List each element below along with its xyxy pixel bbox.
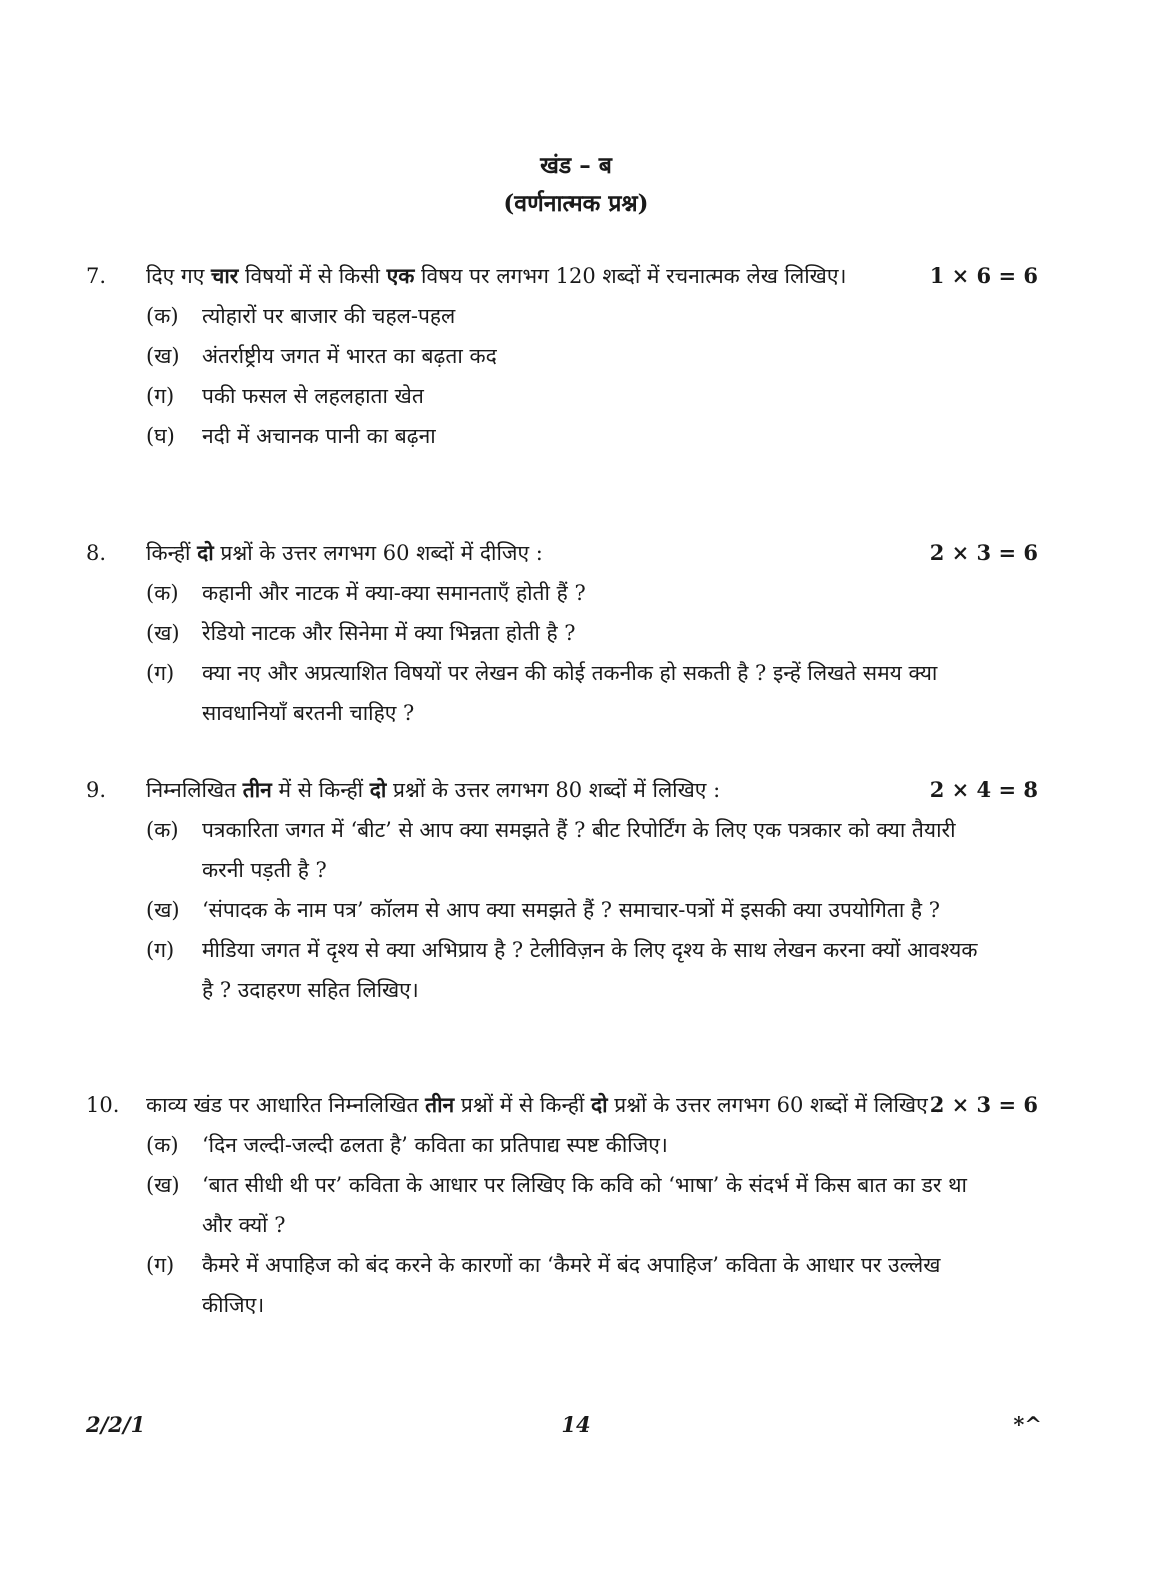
option-text: रेडियो नाटक और सिनेमा में क्या भिन्नता होती है ? (202, 621, 576, 645)
option-item (146, 1165, 1046, 1245)
section-subtitle: (वर्णनात्मक प्रश्न) (503, 190, 649, 217)
option-text: ‘दिन जल्दी-जल्दी ढलता है’ कविता का प्रतिपाद्य स्पष्ट कीजिए। (202, 1133, 668, 1157)
option-item (146, 810, 1046, 890)
option-item (146, 613, 1046, 653)
question-text: किन्हीं दो प्रश्नों के उत्तर लगभग 60 शब्दों में दीजिए : (146, 540, 543, 565)
option-text: ‘संपादक के नाम पत्र’ कॉलम से आप क्या समझते हैं ? समाचार-पत्रों में इसकी क्या उपयोगिता है ? (202, 898, 941, 922)
option-text: ‘बात सीधी थी पर’ कविता के आधार पर लिखिए कि कवि को ‘भाषा’ के संदर्भ में किस बात का डर था और क्यों ? (202, 1173, 967, 1237)
option-text: नदी में अचानक पानी का बढ़ना (202, 424, 436, 448)
question-7 (86, 256, 1046, 456)
question-stem (86, 533, 1046, 573)
option-label: (ग) (146, 1253, 175, 1277)
option-label: (क) (146, 304, 179, 328)
option-item (146, 296, 1046, 336)
option-item (146, 336, 1046, 376)
footer-mark: *^ (1013, 1412, 1042, 1437)
option-label: (ख) (146, 898, 180, 922)
question-number: 10. (86, 1093, 120, 1117)
option-list (86, 296, 1046, 456)
option-item (146, 376, 1046, 416)
option-label: (क) (146, 818, 179, 842)
question-10 (86, 1085, 1046, 1325)
option-text: पकी फसल से लहलहाता खेत (202, 384, 424, 408)
option-label: (ग) (146, 384, 175, 408)
question-number: 7. (86, 264, 107, 288)
option-label: (क) (146, 581, 179, 605)
option-list (86, 810, 1046, 1010)
option-list (86, 573, 1046, 733)
paper-code: 2/2/1 (86, 1412, 146, 1437)
question-stem (86, 770, 1046, 810)
option-item (146, 416, 1046, 456)
option-label: (क) (146, 1133, 179, 1157)
option-text: क्या नए और अप्रत्याशित विषयों पर लेखन की कोई तकनीक हो सकती है ? इन्हें लिखते समय क्या सावधानियाँ बरतनी चाहिए ? (202, 661, 938, 725)
marks-label: 2 × 3 = 6 (929, 1092, 1038, 1117)
option-label: (ख) (146, 1173, 180, 1197)
option-item (146, 653, 1046, 733)
option-text: पत्रकारिता जगत में ‘बीट’ से आप क्या समझते हैं ? बीट रिपोर्टिंग के लिए एक पत्रकार को क्या तैयारी करनी पड़ती है ? (202, 818, 956, 882)
option-list (86, 1125, 1046, 1325)
option-item (146, 1245, 1046, 1325)
question-text: निम्नलिखित तीन में से किन्हीं दो प्रश्नों के उत्तर लगभग 80 शब्दों में लिखिए : (146, 777, 721, 802)
question-stem (86, 256, 1046, 296)
marks-label: 2 × 4 = 8 (929, 777, 1038, 802)
option-text: मीडिया जगत में दृश्य से क्या अभिप्राय है ? टेलीविज़न के लिए दृश्य के साथ लेखन करना क्यों आवश्यक है ? उदाहरण सहित लिखिए। (202, 938, 978, 1002)
option-item (146, 573, 1046, 613)
question-9 (86, 770, 1046, 1010)
option-label: (ख) (146, 344, 180, 368)
question-stem (86, 1085, 1046, 1125)
option-item (146, 930, 1046, 1010)
question-number: 9. (86, 778, 107, 802)
option-item (146, 890, 1046, 930)
question-text: काव्य खंड पर आधारित निम्नलिखित तीन प्रश्नों में से किन्हीं दो प्रश्नों के उत्तर लगभग 60 शब्दों में लिखिए : (146, 1092, 942, 1117)
marks-label: 2 × 3 = 6 (929, 540, 1038, 565)
option-label: (ग) (146, 661, 175, 685)
question-text: दिए गए चार विषयों में से किसी एक विषय पर लगभग 120 शब्दों में रचनात्मक लेख लिखिए। (146, 263, 847, 288)
option-label: (ख) (146, 621, 180, 645)
marks-label: 1 × 6 = 6 (929, 263, 1038, 288)
page-number: 14 (561, 1412, 591, 1437)
option-label: (ग) (146, 938, 175, 962)
section-title: खंड – ब (540, 152, 612, 179)
option-text: कैमरे में अपाहिज को बंद करने के कारणों का ‘कैमरे में बंद अपाहिज’ कविता के आधार पर उल्लेख कीजिए। (202, 1253, 941, 1317)
option-text: अंतर्राष्ट्रीय जगत में भारत का बढ़ता कद (202, 344, 497, 368)
question-number: 8. (86, 541, 107, 565)
option-label: (घ) (146, 424, 175, 448)
option-text: त्योहारों पर बाजार की चहल-पहल (202, 304, 456, 328)
option-text: कहानी और नाटक में क्या-क्या समानताएँ होती हैं ? (202, 581, 586, 605)
question-8 (86, 533, 1046, 733)
option-item (146, 1125, 1046, 1165)
